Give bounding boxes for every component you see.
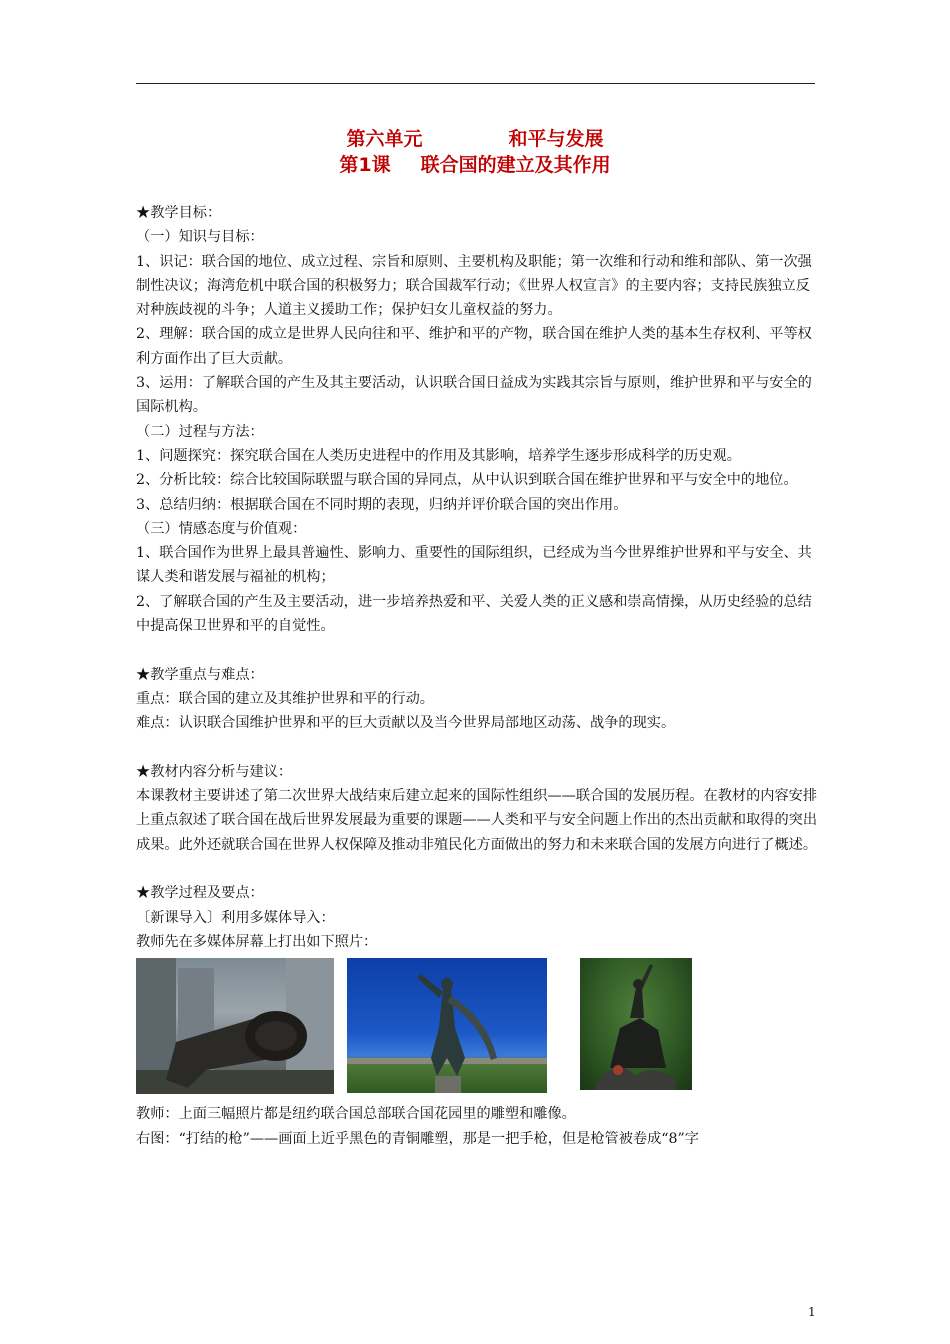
process-item-2: 2、分析比较：综合比较国际联盟与联合国的异同点，从中认识到联合国在维护世界和平与安全中的地位。 xyxy=(136,472,798,489)
unit-name: 和平与发展 xyxy=(508,128,604,150)
analysis-heading: ★教材内容分析与建议： xyxy=(136,763,293,780)
page-number: 1 xyxy=(808,1305,816,1319)
knowledge-item-2: 2、理解：联合国的成立是世界人民向往和平、维护和平的产物，联合国在维护人类的基本生存权利、平等权利方面作出了巨大贡献。 xyxy=(136,326,812,367)
emotion-item-1: 1、联合国作为世界上最具普遍性、影响力、重要性的国际组织，已经成为当今世界维护世界和平与安全、共谋人类和谐发展与福祉的机构； xyxy=(136,545,812,586)
photo-row xyxy=(136,958,818,1096)
lesson-name: 联合国的建立及其作用 xyxy=(420,154,611,176)
lesson-title xyxy=(0,150,950,177)
process-method-heading: （二）过程与方法： xyxy=(136,423,264,440)
teaching-process-heading: ★教学过程及要点： xyxy=(136,885,264,902)
sculpture-photo xyxy=(347,958,547,1093)
unit-label: 第六单元 xyxy=(346,128,423,150)
teacher-show-line: 教师先在多媒体屏幕上打出如下照片： xyxy=(136,933,378,950)
knowledge-item-1: 1、识记：联合国的地位、成立过程、宗旨和原则、主要机构及职能；第一次维和行动和维和部队、第一次强制性决议；海湾危机中联合国的积极努力；联合国裁军行动；《世界人权宣言》的主要内容；支持民族独立反对种族歧视的斗争；人道主义援助工作；保护妇女儿童权益的努力。 xyxy=(136,253,812,319)
horseman-statue-photo xyxy=(580,958,692,1090)
key-point-difficulty: 难点：认识联合国维护世界和平的巨大贡献以及当今世界局部地区动荡、战争的现实。 xyxy=(136,715,676,732)
header-rule xyxy=(136,83,815,84)
lesson-label: 第1课 xyxy=(339,154,391,176)
process-item-1: 1、问题探究：探究联合国在人类历史进程中的作用及其影响，培养学生逐步形成科学的历史观。 xyxy=(136,447,741,464)
process-item-3: 3、总结归纳：根据联合国在不同时期的表现，归纳并评价联合国的突出作用。 xyxy=(136,496,628,513)
analysis-text: 本课教材主要讲述了第二次世界大战结束后建立起来的国际性组织——联合国的发展历程。在教材的内容安排上重点叙述了联合国在战后世界发展最为重要的课题——人类和平与安全问题上作出的杰出贡献和取得的突出成果。此外还就联合国在世界人权保障及推动非殖民化方面做出的努力和未来联合国的发展方向进行了概述。 xyxy=(136,788,818,853)
document-body xyxy=(136,201,818,1151)
objectives-heading: ★教学目标： xyxy=(136,205,222,221)
teacher-note: 教师：上面三幅照片都是纽约联合国总部联合国花园里的雕塑和雕像。 xyxy=(136,1106,576,1123)
key-point-focus: 重点：联合国的建立及其维护世界和平的行动。 xyxy=(136,690,434,707)
knotted-gun-photo xyxy=(136,958,334,1094)
key-points-heading: ★教学重点与难点： xyxy=(136,666,264,683)
lesson-intro: 〔新课导入〕利用多媒体导入： xyxy=(136,909,335,926)
knowledge-heading: （一）知识与目标： xyxy=(136,229,264,246)
unit-title xyxy=(0,124,950,151)
right-picture-description: 右图：“打结的枪”——画面上近乎黑色的青铜雕塑，那是一把手枪，但是枪管被卷成“8”字 xyxy=(136,1130,699,1147)
knowledge-item-3: 3、运用：了解联合国的产生及其主要活动，认识联合国日益成为实践其宗旨与原则，维护世界和平与安全的国际机构。 xyxy=(136,375,812,416)
emotion-item-2: 2、了解联合国的产生及主要活动，进一步培养热爱和平、关爱人类的正义感和崇高情操，从历史经验的总结中提高保卫世界和平的自觉性。 xyxy=(136,593,812,635)
emotion-heading: （三）情感态度与价值观： xyxy=(136,520,307,537)
